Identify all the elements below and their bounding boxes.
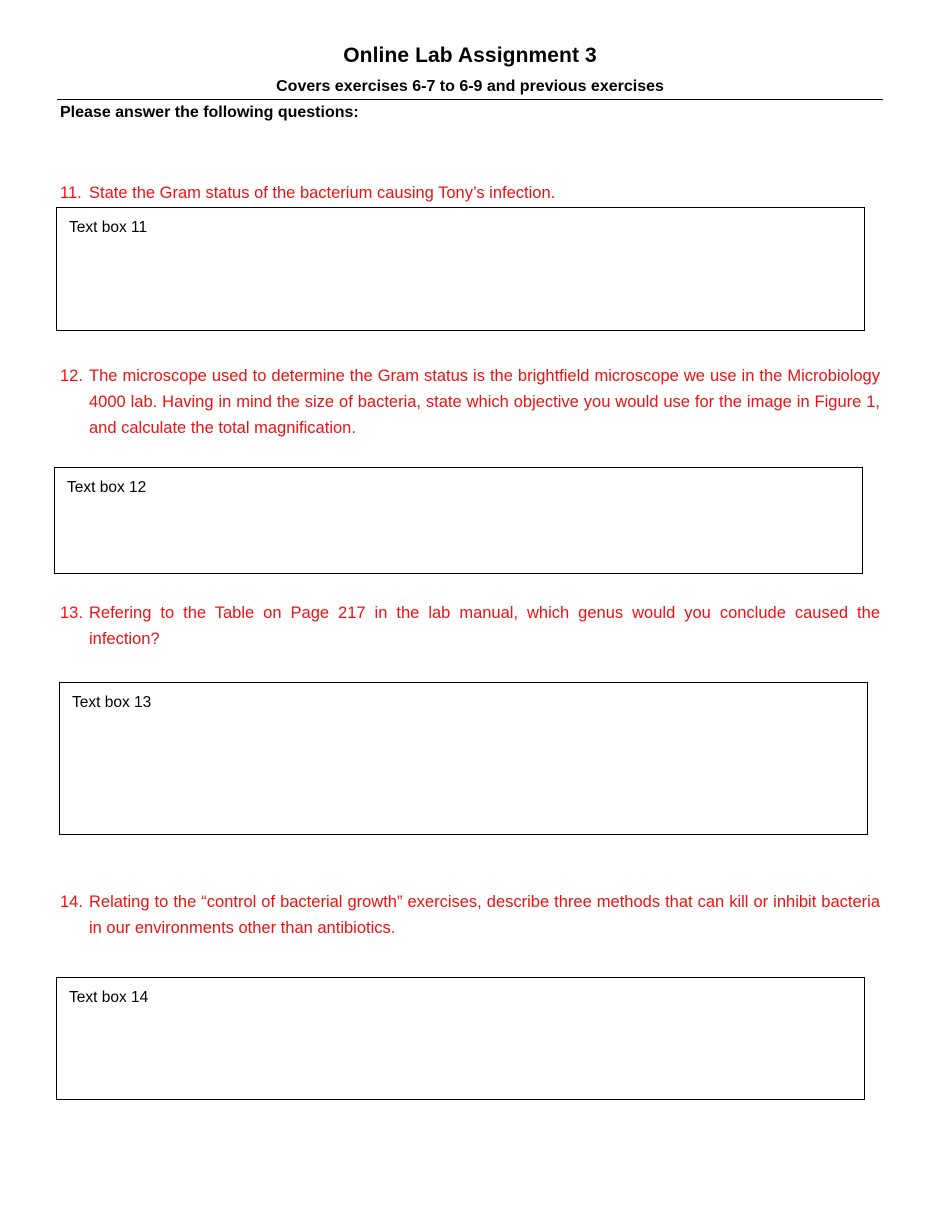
text-box-13-label: Text box 13	[72, 694, 152, 711]
header-divider	[57, 99, 883, 100]
question-12-text: The microscope used to determine the Gram status is the brightfield microscope we use in the Microbiology 4000 lab. Having in mind the size of bacteria, state which objective you would use for the image in Figure 1, and calculate the total magnification.	[89, 367, 880, 437]
text-box-14-label: Text box 14	[69, 989, 149, 1006]
question-13	[60, 600, 880, 652]
question-13-number: 13.	[60, 604, 83, 622]
text-box-13[interactable]	[59, 682, 868, 835]
question-14	[60, 889, 880, 941]
instructions-text: Please answer the following questions:	[60, 104, 359, 121]
text-box-14[interactable]	[56, 977, 865, 1100]
question-14-number: 14.	[60, 893, 83, 911]
text-box-12-label: Text box 12	[67, 479, 147, 496]
question-12-number: 12.	[60, 367, 83, 385]
page-subtitle: Covers exercises 6-7 to 6-9 and previous exercises	[276, 78, 664, 95]
question-14-text: Relating to the “control of bacterial growth” exercises, describe three methods that can kill or inhibit bacteria in our environments other than antibiotics.	[89, 893, 880, 937]
question-11	[60, 180, 880, 206]
text-box-11-label: Text box 11	[69, 219, 148, 236]
page-title: Online Lab Assignment 3	[343, 44, 597, 67]
question-12	[60, 363, 880, 441]
text-box-11[interactable]	[56, 207, 865, 331]
question-11-text: State the Gram status of the bacterium causing Tony’s infection.	[89, 184, 556, 202]
text-box-12[interactable]	[54, 467, 863, 574]
question-11-number: 11.	[60, 184, 82, 202]
question-13-text: Refering to the Table on Page 217 in the lab manual, which genus would you conclude caused the infection?	[89, 604, 880, 648]
